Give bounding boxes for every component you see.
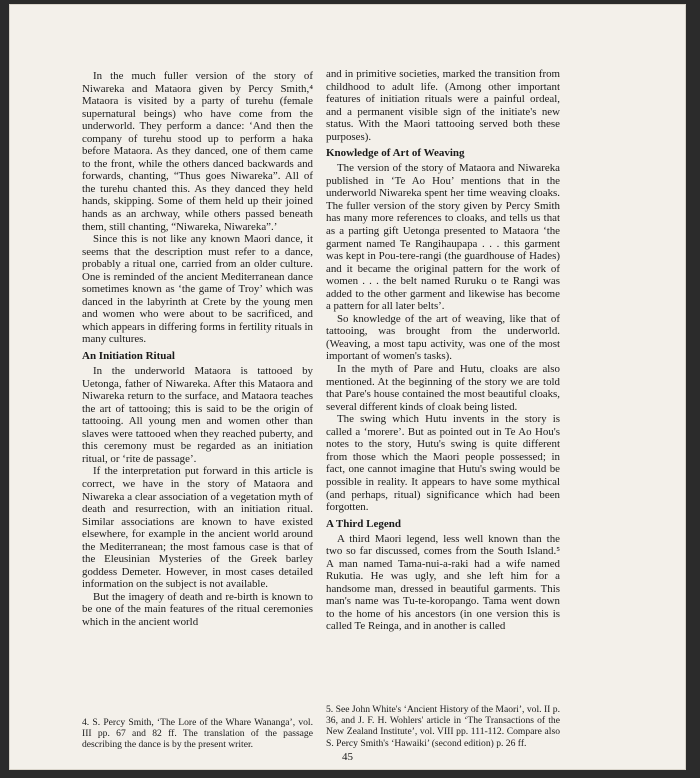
section-heading: A Third Legend	[326, 517, 401, 530]
paragraph: But the imagery of death and re-birth is known to be one of the main features of the ritual ceremonies which in the ancient world	[82, 590, 313, 628]
footnote-text: 4. S. Percy Smith, ‘The Lore of the Whare Wananga’, vol. III pp. 67 and 82 ff. The translation of the passage describing the dance is by the present writer.	[82, 717, 313, 751]
paragraph: In the much fuller version of the story of Niwareka and Mataora given by Percy Smith,⁴ Mataora is visited by a party of turehu (female supernatural beings) who have come from the underworld. They perform a dance: ‘And then the company of turehu stood up to perform a haka before Mataora. As they danced, one of them came to the front, while the others danced backwards and forwards, chanting, “Thus goes Niwareka”. All of the turehu chanted this. As they danced they held hands, skipping. Some of them held up their joined hands as an archway, while others passed beneath them, still chanting, “Niwareka, Niwareka”.’	[82, 70, 313, 233]
page-number: 45	[342, 751, 353, 763]
footnote-4	[82, 717, 313, 751]
paragraph: A third Maori legend, less well known than the two so far discussed, comes from the South Island.⁵ A man named Tama-nui-a-raki had a wife named Rukutia. He was ugly, and she left him for a handsome man, dressed in beautiful garments. This man's name was Tu-te-koropango. Tama went down to the home of his ancestors (in one version this is called Te Reinga, and in another is called	[326, 532, 560, 633]
section-heading: Knowledge of Art of Weaving	[326, 147, 465, 160]
section-heading: An Initiation Ritual	[82, 350, 175, 363]
document-page	[9, 4, 686, 770]
paragraph: In the underworld Mataora is tattooed by Uetonga, father of Niwareka. After this Mataora and Niwareka return to the surface, and Mataora teaches the art of tattooing; this is said to be the origin of tattooing. All young men and women other than slaves were tattooed when they reached puberty, and this ceremony must be regarded as an initiation ritual, or ‘rite de passage’.	[82, 365, 313, 465]
footnote-text: 5. See John White's ‘Ancient History of the Maori’, vol. II p. 36, and J. F. H. Wohlers' article in ‘The Transactions of the New Zealand Institute’, vol. VIII pp. 111-112. Compare also S. Percy Smith's ‘Hawaiki’ (second edition) p. 26 ff.	[326, 704, 560, 749]
paragraph: In the myth of Pare and Hutu, cloaks are also mentioned. At the beginning of the story we are told that Pare's house contained the most beautiful cloaks, several different kinds of cloak being listed.	[326, 363, 560, 413]
left-column	[82, 70, 313, 629]
paragraph: and in primitive societies, marked the transition from childhood to adult life. (Among other important features of initiation rituals were a painful ordeal, and a permanent visible sign of the initiate's new status. With the Maori tattooing served both these purposes).	[326, 68, 560, 143]
paragraph: So knowledge of the art of weaving, like that of tattooing, was brought from the underworld. (Weaving, a most tapu activity, was one of the most important of women's tasks).	[326, 312, 560, 363]
footnote-5	[326, 704, 560, 749]
paragraph: The version of the story of Mataora and Niwareka published in ‘Te Ao Hou’ mentions that in the underworld Niwareka spent her time weaving cloaks. The fuller version of the story given by Percy Smith has many more references to cloaks, and tells us that as a parting gift Uetonga presented to Mataora ‘the garment named Te Rangihaupapa . . . this garment was kept in Pou-tere-rangi (the guardhouse of Hades) and it became the original pattern for the work of women . . . the belt named Ruruku o te Rangi was added to the other garment and likewise has become a pattern for all later belts’.	[326, 162, 560, 313]
paragraph: Since this is not like any known Maori dance, it seems that the description must refer to a dance, probably a ritual one, carried from an older culture. One is reminded of the ancient Mediterranean dance sometimes known as ‘the game of Troy’ which was danced in the labyrinth at Crete by the young men and women who were about to be sacrificed, and which appears in differing forms in fertility rituals in many cultures.	[82, 233, 313, 346]
paragraph: If the interpretation put forward in this article is correct, we have in the story of Mataora and Niwareka a clear association of a vegetation myth of death and resurrection, with an initiation ritual. Similar associations are known to have existed elsewhere, for example in the ancient world around the Mediterranean; the most famous case is that of the Eleusinian Mysteries of the Greek barley goddess Demeter. However, in most cases detailed information on the subject is not available.	[82, 465, 313, 591]
right-column	[326, 68, 560, 633]
paragraph: The swing which Hutu invents in the story is called a ‘morere’. But as pointed out in Te Ao Hou's notes to the story, Hutu's swing is quite different from those which the Maori people possessed; in fact, one cannot imagine that Hutu's swing would be possible in reality. It appears to have some mythical (and perhaps, ritual) significance which had been forgotten.	[326, 413, 560, 514]
